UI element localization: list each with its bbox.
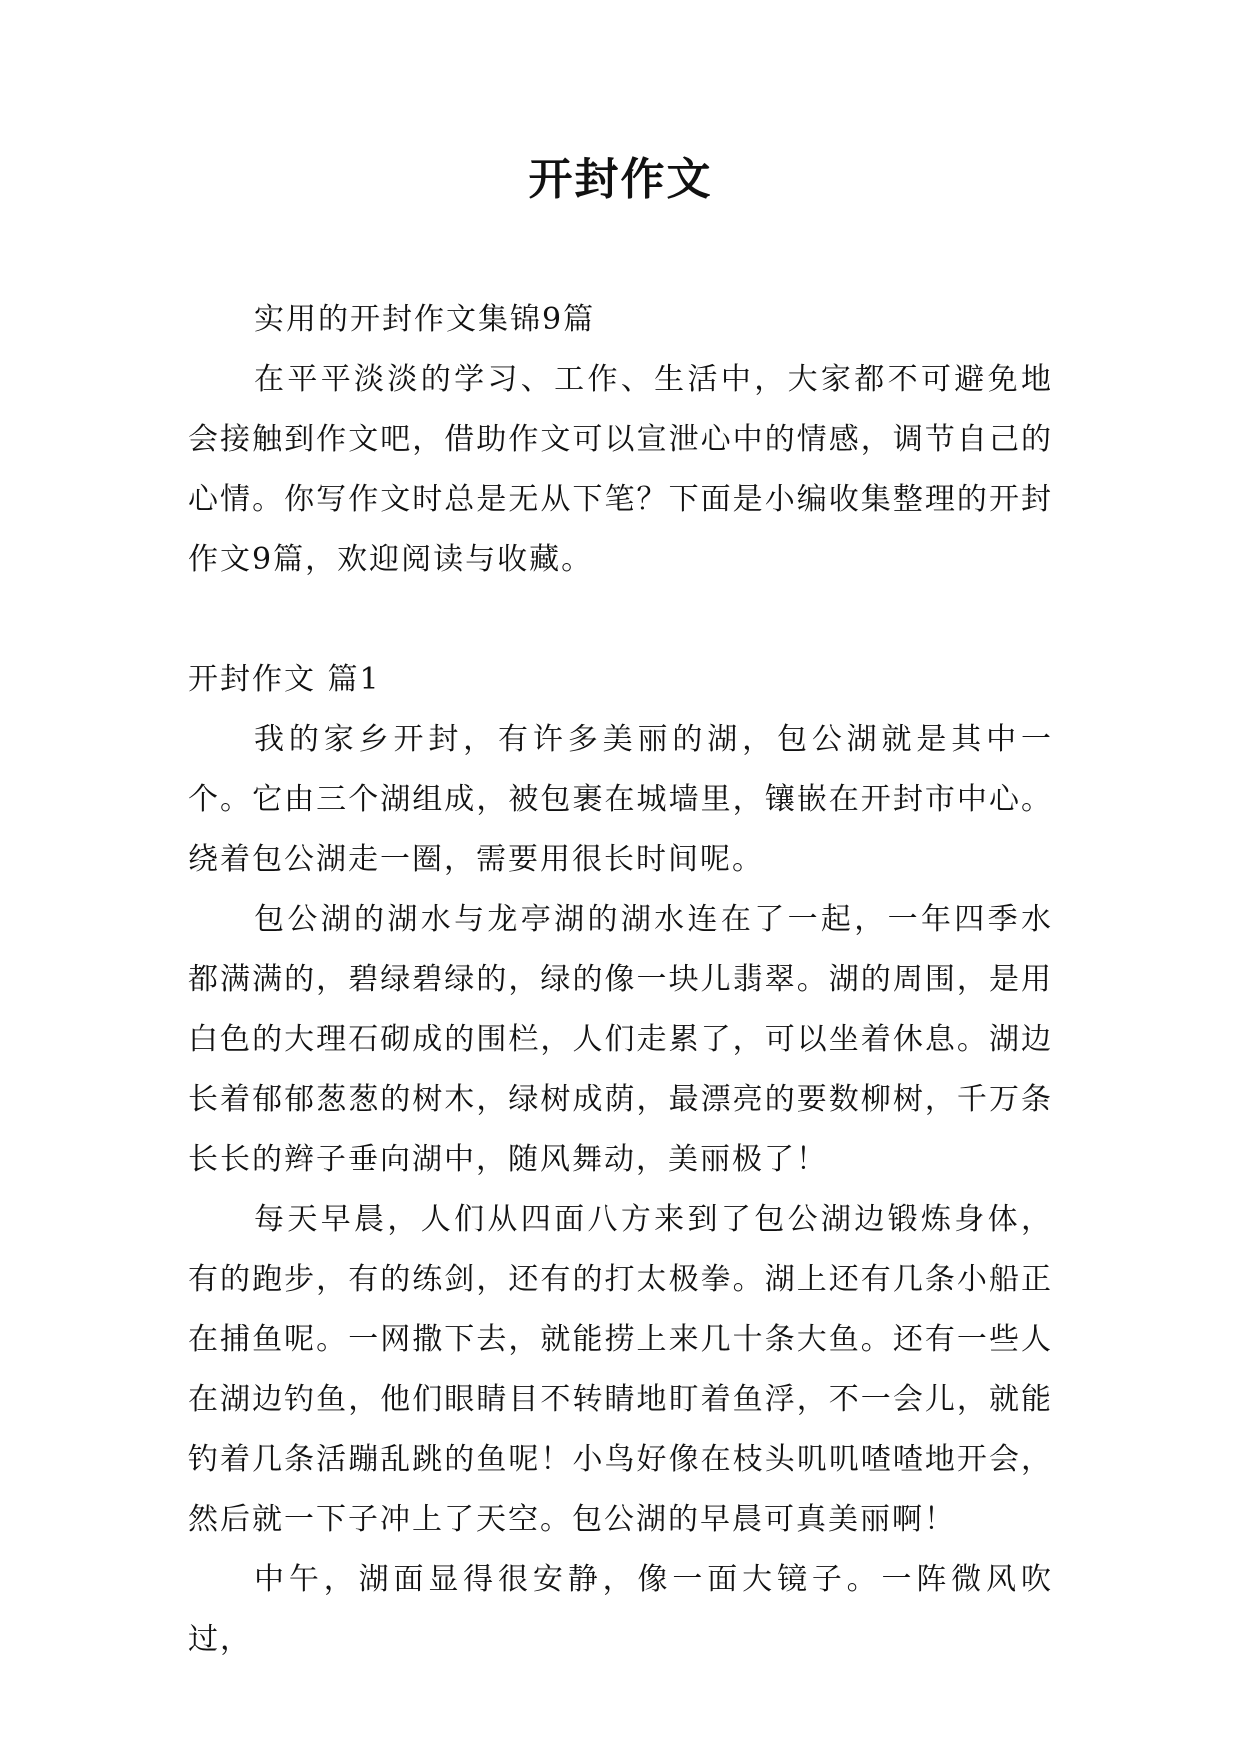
intro-paragraph: 在平平淡淡的学习、工作、生活中，大家都不可避免地会接触到作文吧，借助作文可以宣泄心中的情感，调节自己的心情。你写作文时总是无从下笔？下面是小编收集整理的开封作文9篇，欢迎阅读与收藏。 <box>188 362 1053 577</box>
document-subtitle: 实用的开封作文集锦9篇 <box>254 302 596 337</box>
body-paragraph: 包公湖的湖水与龙亭湖的湖水连在了一起，一年四季水都满满的，碧绿碧绿的，绿的像一块儿翡翠。湖的周围，是用白色的大理石砌成的围栏，人们走累了，可以坐着休息。湖边长着郁郁葱葱的树木，绿树成荫，最漂亮的要数柳树，千万条长长的辫子垂向湖中，随风舞动，美丽极了！ <box>188 902 1053 1177</box>
section-heading: 开封作文 篇1 <box>188 662 381 697</box>
body-paragraph: 中午，湖面显得很安静，像一面大镜子。一阵微风吹过， <box>188 1562 1053 1657</box>
document-title: 开封作文 <box>528 154 713 205</box>
body-paragraph: 我的家乡开封，有许多美丽的湖，包公湖就是其中一个。它由三个湖组成，被包裹在城墙里，镶嵌在开封市中心。绕着包公湖走一圈，需要用很长时间呢。 <box>188 722 1053 877</box>
body-paragraph: 每天早晨，人们从四面八方来到了包公湖边锻炼身体，有的跑步，有的练剑，还有的打太极拳。湖上还有几条小船正在捕鱼呢。一网撒下去，就能捞上来几十条大鱼。还有一些人在湖边钓鱼，他们眼睛目不转睛地盯着鱼浮，不一会儿，就能钓着几条活蹦乱跳的鱼呢！小鸟好像在枝头叽叽喳喳地开会，然后就一下子冲上了天空。包公湖的早晨可真美丽啊！ <box>188 1202 1053 1537</box>
section-spacer <box>188 590 1053 650</box>
document-body <box>188 290 1053 1670</box>
